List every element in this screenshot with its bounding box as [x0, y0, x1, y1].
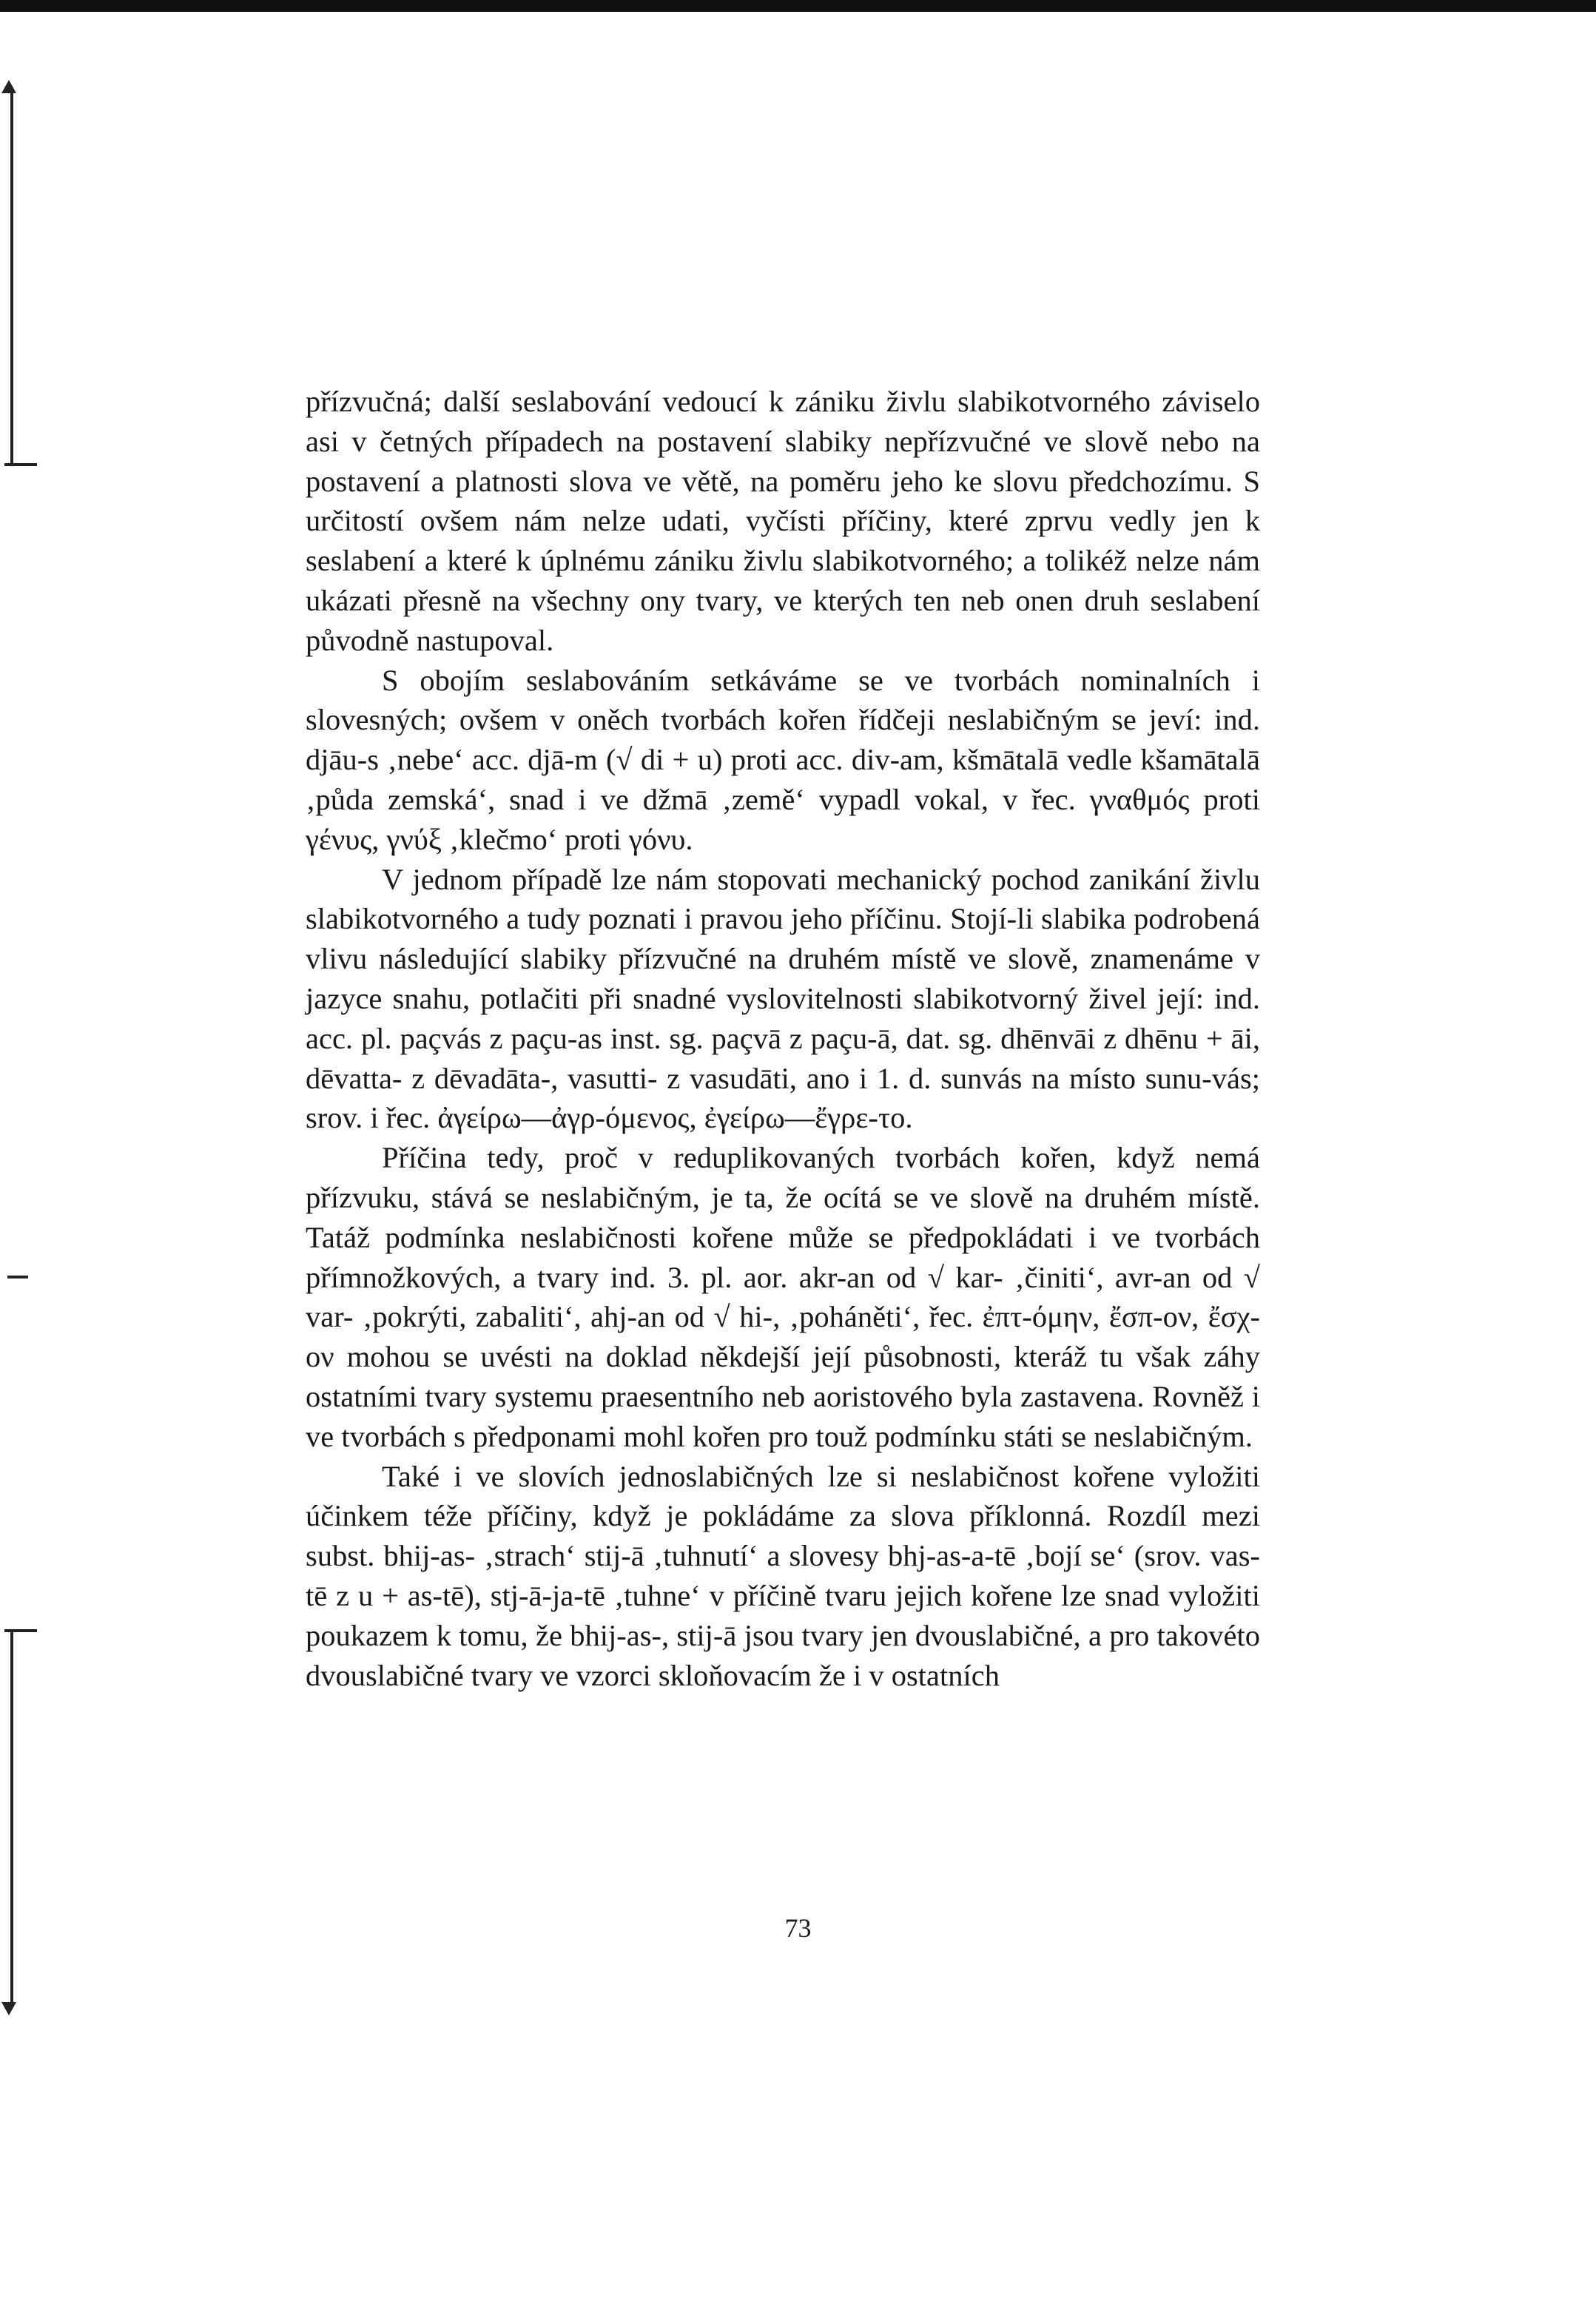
binding-rule [10, 93, 13, 463]
binding-arrow-icon [1, 2002, 16, 2015]
scan-top-edge [0, 0, 1596, 12]
binding-arrow-icon [1, 80, 16, 93]
paragraph: S obojím seslabováním setkáváme se ve tvorbách nominalních i slovesných; ovšem v oněch tvorbách kořen řídčeji neslabičným se jeví: ind. djāu-s ‚nebe‘ acc. djā-m (√ di + u) proti acc. div-am, kšmātalā vedle kšamātalā ‚půda zemská‘, snad i ve džmā ‚země‘ vypadl vokal, v řec. γναθμός proti γένυς, γνύξ ‚klečmo‘ proti γόνυ. [306, 663, 1260, 856]
scan-binding-marks [0, 0, 44, 2301]
page-number: 73 [784, 1913, 812, 1943]
paragraph: přízvučná; další seslabování vedoucí k zániku živlu slabikotvorného záviselo asi v četných případech na postavení slabiky nepřízvučné ve slově nebo na postavení a platnosti slova ve větě, na poměru jeho ke slovu předchozímu. S určitostí ovšem nám nelze udati, vyčísti příčiny, které zprvu vedly jen k seslabení a které k úplnému zániku živlu slabikotvorného; a tolikéž nelze nám ukázati přesně na všechny ony tvary, ve kterých ten neb onen druh seslabení původně nastupoval. [306, 385, 1260, 657]
paragraph: Příčina tedy, proč v reduplikovaných tvorbách kořen, když nemá přízvuku, stává se neslabičným, je ta, že ocítá se ve slově na druhém místě. Tatáž podmínka neslabičnosti kořene může se předpokládati i ve tvorbách přímnožkových, a tvary ind. 3. pl. aor. akr-an od √ kar- ‚činiti‘, avr-an od √ var- ‚pokrýti, zabaliti‘, ahj-an od √ hi-, ‚poháněti‘, řec. ἐπτ-όμην, ἔσπ-ον, ἔσχ-ον mohou se uvésti na doklad někdejší její působnosti, kteráž tu však záhy ostatními tvary systemu praesentního neb aoristového byla zastavena. Rovněž i ve tvorbách s předponami mohl kořen pro touž podmínku státi se neslabičným. [306, 1141, 1260, 1453]
binding-tick [7, 1276, 28, 1278]
body-text [306, 382, 1260, 1695]
binding-tick [4, 1629, 37, 1632]
binding-rule [10, 1632, 13, 2002]
binding-tick [4, 463, 37, 466]
paragraph: V jednom případě lze nám stopovati mechanický pochod zanikání živlu slabikotvorného a tudy poznati i pravou jeho příčinu. Stojí-li slabika podrobená vlivu následující slabiky přízvučné na druhém místě ve slově, znamenáme v jazyce snahu, potlačiti při snadné vyslovitelnosti slabikotvorný živel její: ind. acc. pl. paçvás z paçu-as inst. sg. paçvā z paçu-ā, dat. sg. dhēnvāi z dhēnu + āi, dēvatta- z dēvadāta-, vasutti- z vasudāti, ano i 1. d. sunvás na místo sunu-vás; srov. i řec. ἀγείρω—ἀγρ-όμενος, ἐγείρω—ἔγρε-το. [306, 862, 1260, 1135]
paragraph: Také i ve slovích jednoslabičných lze si neslabičnost kořene vyložiti účinkem téže příčiny, když je pokládáme za slova příklonná. Rozdíl mezi subst. bhij-as- ‚strach‘ stij-ā ‚tuhnutí‘ a slovesy bhj-as-a-tē ‚bojí se‘ (srov. vas-tē z u + as-tē), stj-ā-ja-tē ‚tuhne‘ v příčině tvaru jejich kořene lze snad vyložiti poukazem k tomu, že bhij-as-, stij-ā jsou tvary jen dvouslabičné, a pro takovéto dvouslabičné tvary ve vzorci skloňovacím že i v ostatních [306, 1459, 1260, 1692]
